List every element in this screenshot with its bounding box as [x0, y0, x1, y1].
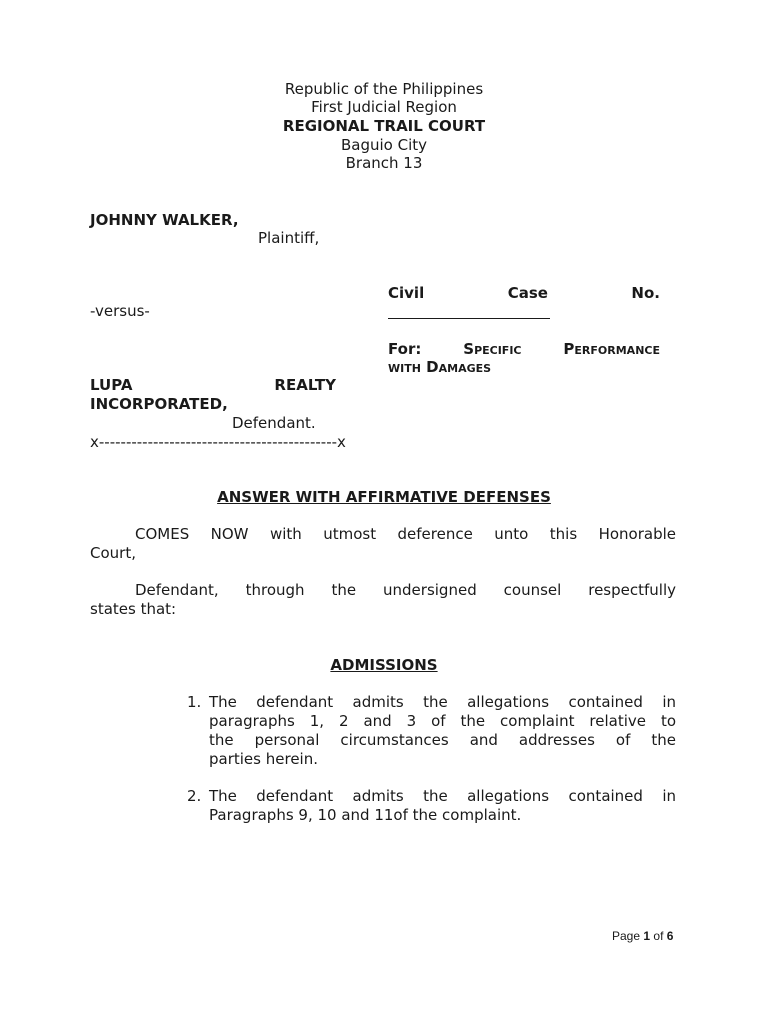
civil-case-number-label — [388, 284, 660, 303]
civil-case-word-3: No. — [631, 284, 660, 302]
header-city: Baguio City — [340, 136, 428, 154]
versus-label: -versus- — [90, 302, 150, 320]
intro-paragraph-2-line1: Defendant, through the undersigned counsel respectfully — [135, 581, 676, 599]
defendant-name-line2: INCORPORATED, — [90, 395, 228, 413]
document-title: ANSWER WITH AFFIRMATIVE DEFENSES — [217, 488, 551, 506]
civil-case-number-blank — [388, 318, 550, 319]
defendant-role: Defendant. — [232, 414, 316, 432]
case-nature-line1 — [388, 340, 660, 359]
admission-1-number: 1. — [187, 693, 202, 711]
for-label: For: — [388, 340, 422, 358]
page-label: Page — [612, 929, 641, 943]
intro-paragraph-1-line1: COMES NOW with utmost deference unto this Honorable — [135, 525, 676, 543]
admission-1-line3: the personal circumstances and addresses of the — [209, 731, 676, 749]
admission-1-line1: The defendant admits the allegations contained in — [209, 693, 676, 711]
intro-paragraph-1-line2: Court, — [90, 544, 136, 562]
case-nature-line2: with Damages — [388, 358, 492, 376]
page-current: 1 — [643, 929, 651, 943]
admission-2-line2: Paragraphs 9, 10 and 11of the complaint. — [209, 806, 522, 824]
intro-paragraph-2-line2: states that: — [90, 600, 177, 618]
admission-2-number: 2. — [187, 787, 202, 805]
page-total: 6 — [666, 929, 674, 943]
for-word-2: Performance — [563, 340, 660, 358]
defendant-name-line1 — [90, 376, 336, 395]
header-republic: Republic of the Philippines — [284, 80, 484, 98]
plaintiff-name: JOHNNY WALKER, — [90, 211, 239, 229]
admissions-heading: ADMISSIONS — [330, 656, 438, 674]
defendant-name-word-2: REALTY — [274, 376, 336, 394]
civil-case-word-1: Civil — [388, 284, 425, 302]
page-of: of — [653, 929, 664, 943]
admission-2-line1: The defendant admits the allegations contained in — [209, 787, 676, 805]
header-branch: Branch 13 — [345, 154, 423, 172]
header-court-name: REGIONAL TRAIL COURT — [282, 117, 486, 135]
header-judicial-region: First Judicial Region — [311, 98, 457, 116]
civil-case-word-2: Case — [507, 284, 548, 302]
page-number-footer — [612, 928, 673, 944]
plaintiff-role: Plaintiff, — [258, 229, 320, 247]
admission-1-line2: paragraphs 1, 2 and 3 of the complaint relative to — [209, 712, 676, 730]
admission-1-line4: parties herein. — [209, 750, 318, 768]
defendant-name-word-1: LUPA — [90, 376, 133, 394]
caption-separator: x--------------------------------------------x — [90, 433, 346, 451]
for-word-1: Specific — [463, 340, 522, 358]
